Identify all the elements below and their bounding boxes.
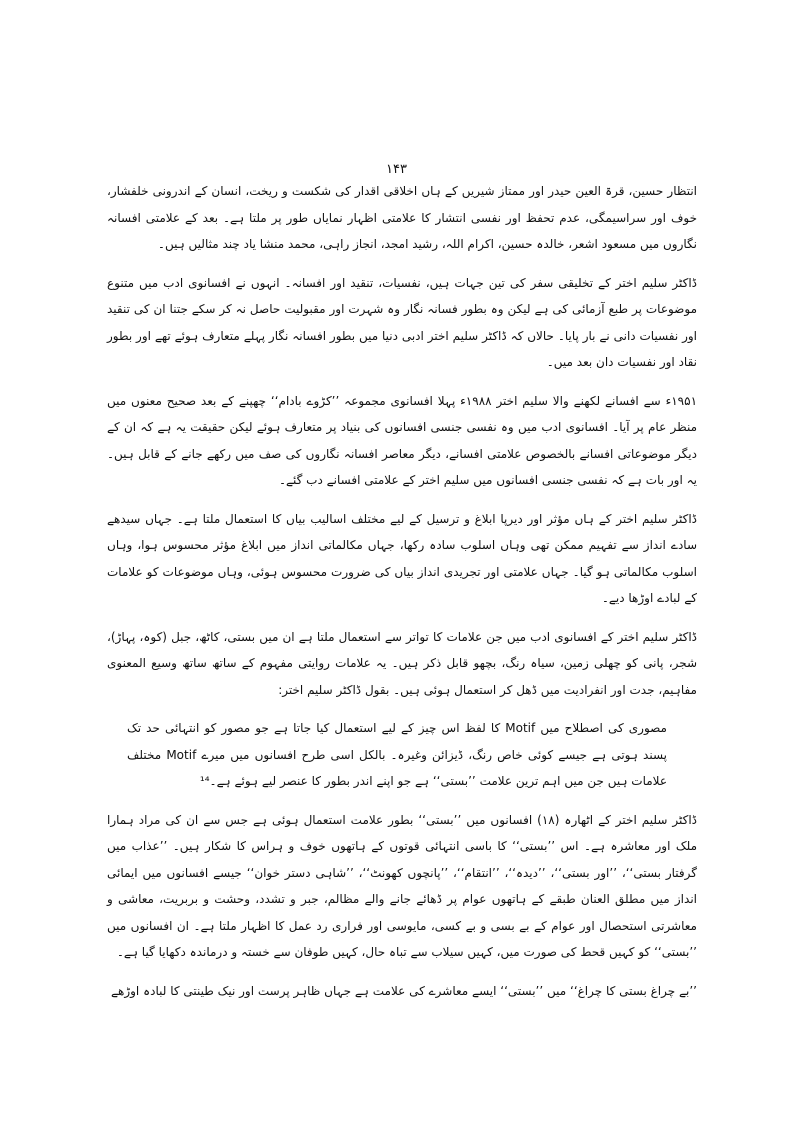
- page-number: ۱۴۳: [386, 162, 407, 177]
- paragraph: انتظار حسین، قرۃ العین حیدر اور ممتاز شیریں کے ہاں اخلاقی اقدار کی شکست و ریخت، انسان کے اندرونی خلفشار، خوف اور سراسیمگی، عدم تحفظ اور نفسی انتشار کا علامتی اظہار نمایاں طور پر ملتا ہے۔ بعد کے علامتی افسانہ نگاروں میں مسعود اشعر، خالدہ حسین، اکرام اللہ، رشید امجد، انجاز راہی، محمد منشا یاد چند مثالیں ہیں۔: [107, 184, 697, 251]
- body-text: [107, 178, 697, 1004]
- paragraph: ۱۹۵۱ء سے افسانے لکھنے والا سلیم اختر ۱۹۸۸ء پہلا افسانوی مجموعہ ’’کڑوے بادام‘‘ چھپنے کے بعد صحیح معنوں میں منظر عام پر آیا۔ افسانوی ادب میں وہ نفسی جنسی افسانوں کی بنیاد پر متعارف ہوئے لیکن حقیقت یہ ہے کہ ان کے دیگر موضوعاتی افسانے بالخصوص علامتی افسانے، دیگر معاصر افسانہ نگاروں کی صف میں رکھے جانے کے قابل ہیں۔ یہ اور بات ہے کہ نفسی جنسی افسانوں میں سلیم اختر کے علامتی افسانے دب گئے۔: [107, 393, 698, 487]
- paragraph: ڈاکٹر سلیم اختر کے افسانوی ادب میں جن علامات کا تواتر سے استعمال ملتا ہے ان میں بستی، کاٹھ، جبل (کوہ، پہاڑ)، شجر، پانی کو چھلی زمین، سیاہ رنگ، بچھو قابل ذکر ہیں۔ یہ علامات روایتی مفہوم کے ساتھ ساتھ وسیع المعنوی مفاہیم، جدت اور انفرادیت میں ڈھل کر استعمال ہوئی ہیں۔ بقول ڈاکٹر سلیم اختر:: [107, 629, 697, 697]
- paragraph: ڈاکٹر سلیم اختر کے ہاں مؤثر اور دیرپا ابلاغ و ترسیل کے لیے مختلف اسالیب بیاں کا استعمال ملتا ہے۔ جہاں سیدھے سادے انداز سے تفہیم ممکن تھی وہاں اسلوب سادہ رکھا، جہاں مکالماتی انداز میں ابلاغ مؤثر محسوس ہوا، وہاں اسلوب مکالماتی ہو گیا۔ جہاں علامتی اور تجریدی انداز بیاں کی ضرورت محسوس ہوئی، وہاں موضوعات کو علامات کے لبادے اوڑھا دیے۔: [107, 511, 697, 605]
- paragraph: ڈاکٹر سلیم اختر کے تخلیقی سفر کی تین جہات ہیں، نفسیات، تنقید اور افسانہ۔ انہوں نے افسانوی ادب میں متنوع موضوعات پر طبع آزمائی کی ہے لیکن وہ بطور فسانہ نگار وہ شہرت اور مقبولیت حاصل نہ کر سکے جتنا ان کی تنقید اور نفسیات دانی نے بار پایا۔ حالاں کہ ڈاکٹر سلیم اختر ادبی دنیا میں بطور افسانہ نگار پہلے متعارف ہوئے تھے اور بطور نقاد اور نفسیات دان بعد میں۔: [107, 275, 697, 369]
- block-quote: مصوری کی اصطلاح میں Motif کا لفظ اس چیز کے لیے استعمال کیا جاتا ہے جو مصور کو انتہائی حد تک پسند ہوتی ہے جیسے کوئی خاص رنگ، ڈیزائن وغیرہ۔ بالکل اسی طرح افسانوں میں میرے Motif مختلف علامات ہیں جن میں اہم ترین علامت ’’بستی‘‘ ہے جو اپنے اندر بطور کا عنصر لیے ہوئے ہے۔¹⁴: [127, 721, 667, 788]
- paragraph: ڈاکٹر سلیم اختر کے اٹھارہ (۱۸) افسانوں میں ’’بستی‘‘ بطور علامت استعمال ہوئی ہے جس سے ان کی مراد ہمارا ملک اور معاشرہ ہے۔ اس ’’بستی‘‘ کا باسی انتہائی قوتوں کے ہاتھوں خوف و ہراس کا شکار ہیں۔ ’’عذاب میں گرفتار بستی‘‘، ’’اور بستی‘‘، ’’دیدہ‘‘، ’’انتقام‘‘، ’’پانچوں کھونٹ‘‘، ’’شاہی دستر خوان‘‘ جیسے افسانوں میں ایمائی انداز میں مطلق العنان طبقے کے ہاتھوں عوام پر ڈھائے جانے والے مظالم، جبر و تشدد، وحشت و بربریت، معاشی و معاشرتی استحصال اور عوام کے بے بسی و بے کسی، مایوسی اور فراری رد عمل کا اظہار ملتا ہے۔ ان افسانوں میں ’’بستی‘‘ کو کہیں قحط کی صورت میں، کہیں سیلاب سے تباہ حال، کہیں طوفان سے خستہ و درماندہ دکھایا گیا ہے۔: [107, 812, 698, 959]
- paragraph: ’’بے چراغ بستی کا چراغ‘‘ میں ’’بستی‘‘ ایسے معاشرے کی علامت ہے جہاں ظاہر پرست اور نیک طینتی کا لبادہ اوڑھے: [110, 983, 697, 998]
